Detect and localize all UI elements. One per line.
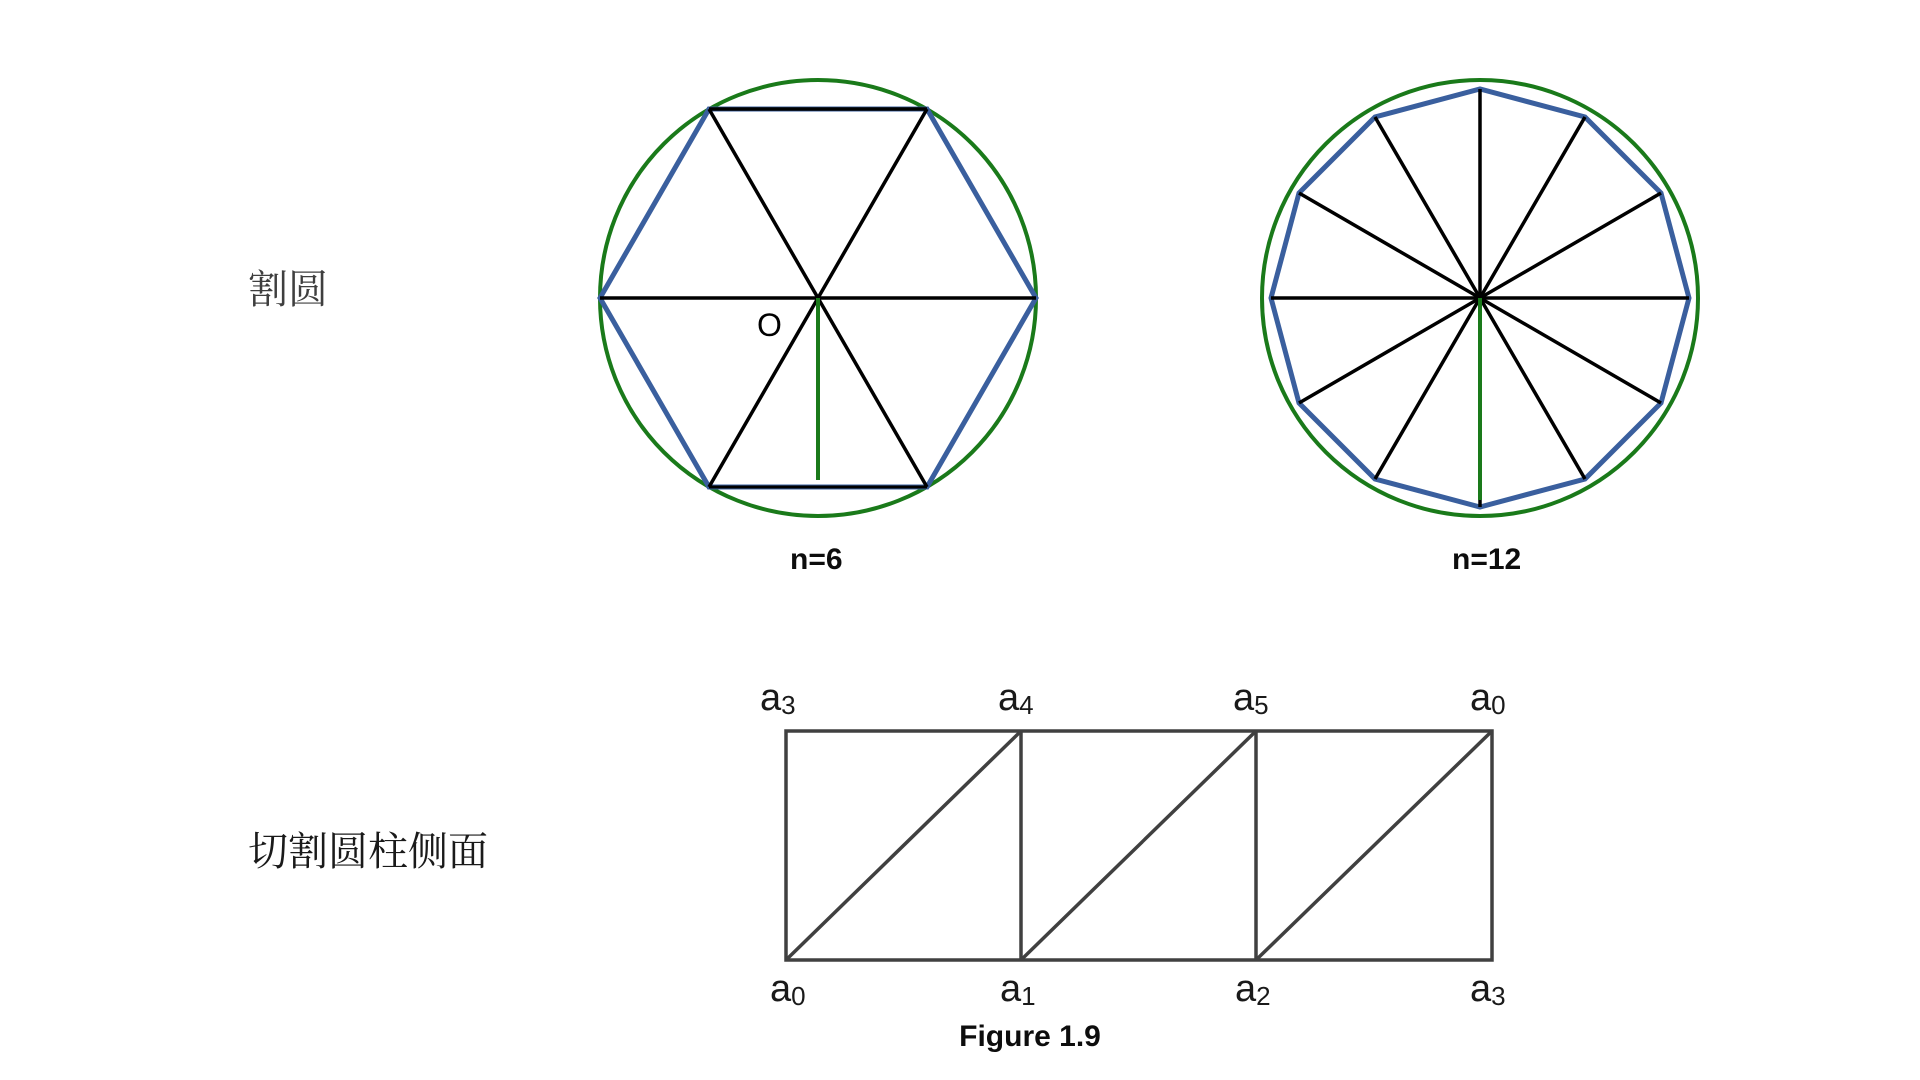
caption-hexagon: n=6: [790, 543, 843, 576]
strip-diagonal-3: [1256, 731, 1492, 960]
row-label-cylinder-cutting: 切割圆柱侧面: [248, 830, 488, 874]
strip-bottom-label-1: $a_1$: [1000, 968, 1036, 1011]
strip-top-label-1: $a_4$: [998, 677, 1034, 720]
hexagon-center-label: O: [757, 307, 782, 343]
inscribed-hexagon-group: [600, 80, 1036, 516]
strip-bottom-label-0: $a_0$: [770, 968, 806, 1011]
strip-bottom-label-3: $a_3$: [1470, 968, 1506, 1011]
caption-dodecagon: n=12: [1452, 543, 1522, 576]
inscribed-dodecagon-group: [1262, 80, 1698, 516]
strip-diagonal-2: [1021, 731, 1256, 960]
row-label-circle-cutting: 割圆: [248, 268, 328, 312]
strip-diagonal-1: [786, 731, 1021, 960]
strip-top-label-3: $a_0$: [1470, 677, 1506, 720]
strip-top-label-2: $a_5$: [1233, 677, 1269, 720]
figure-caption: Figure 1.9: [959, 1020, 1101, 1053]
strip-top-label-0: $a_3$: [760, 677, 796, 720]
unrolled-strip-group: [786, 731, 1492, 960]
strip-bottom-label-2: $a_2$: [1235, 968, 1271, 1011]
